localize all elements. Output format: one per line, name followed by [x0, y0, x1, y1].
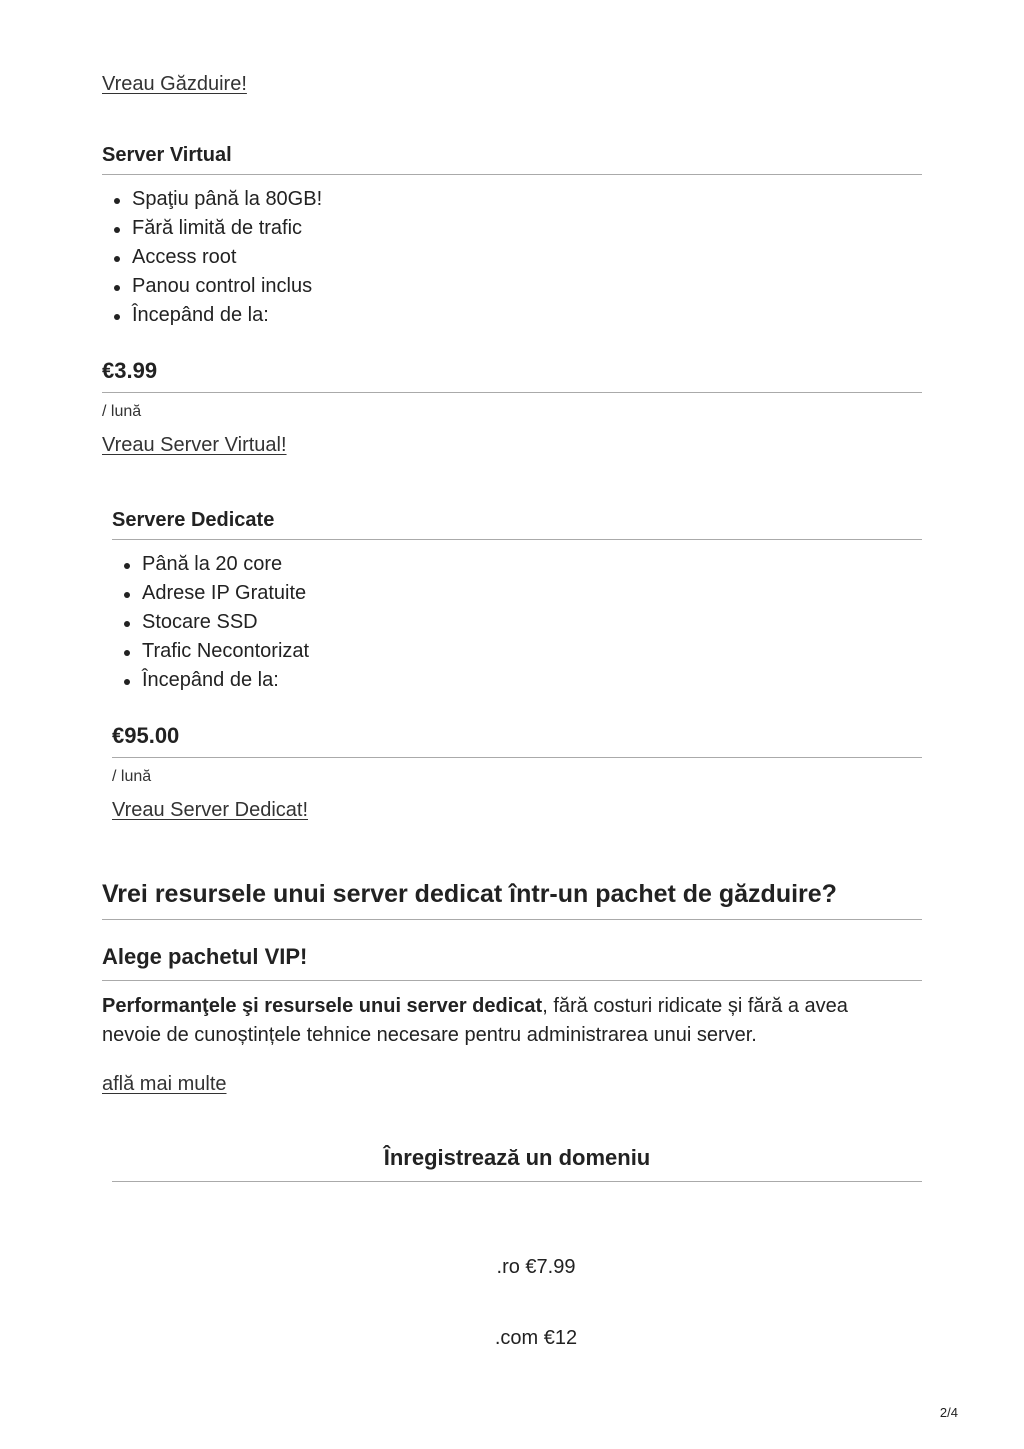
plan-price: €3.99: [102, 358, 922, 393]
learn-more-link[interactable]: află mai multe: [102, 1073, 227, 1095]
feature-item: Începând de la:: [142, 666, 922, 695]
feature-item: Panou control inclus: [132, 272, 922, 301]
plan-servere-dedicate: [112, 509, 922, 822]
feature-item: Până la 20 core: [142, 550, 922, 579]
hosting-link[interactable]: Vreau Găzduire!: [102, 73, 247, 95]
plan-server-virtual: [102, 144, 922, 457]
plan-period: / lună: [112, 768, 152, 785]
domain-price-ro: .ro €7.99: [496, 1256, 576, 1278]
feature-item: Stocare SSD: [142, 608, 922, 637]
plan-price: €95.00: [112, 723, 922, 758]
feature-item: Adrese IP Gratuite: [142, 579, 922, 608]
plan-title: Servere Dedicate: [112, 509, 922, 540]
vip-description: [102, 992, 874, 1050]
feature-item: Fără limită de trafic: [132, 214, 922, 243]
plan-period: / lună: [102, 403, 142, 420]
page-number: 2/4: [939, 1405, 958, 1420]
domain-price-com: .com €12: [494, 1327, 578, 1349]
domain-heading: Înregistrează un domeniu: [112, 1145, 922, 1182]
feature-list: [112, 550, 922, 695]
vip-description-bold: Performanţele şi resursele unui server dedicat: [102, 995, 543, 1017]
vip-description-rest: , fără costuri ridicate și fără a avea nevoie de cunoștințele tehnice necesare pentru administrarea unui server.: [102, 995, 848, 1046]
vip-heading: Vrei resursele unui server dedicat într-un pachet de găzduire?: [102, 880, 922, 920]
plan-title: Server Virtual: [102, 144, 922, 175]
feature-item: Începând de la:: [132, 301, 922, 330]
server-dedicat-link[interactable]: Vreau Server Dedicat!: [112, 799, 309, 821]
server-virtual-link[interactable]: Vreau Server Virtual!: [102, 434, 287, 456]
feature-item: Access root: [132, 243, 922, 272]
feature-item: Trafic Necontorizat: [142, 637, 922, 666]
vip-subheading: Alege pachetul VIP!: [102, 944, 922, 981]
feature-list: [102, 185, 922, 330]
feature-item: Spaţiu până la 80GB!: [132, 185, 922, 214]
